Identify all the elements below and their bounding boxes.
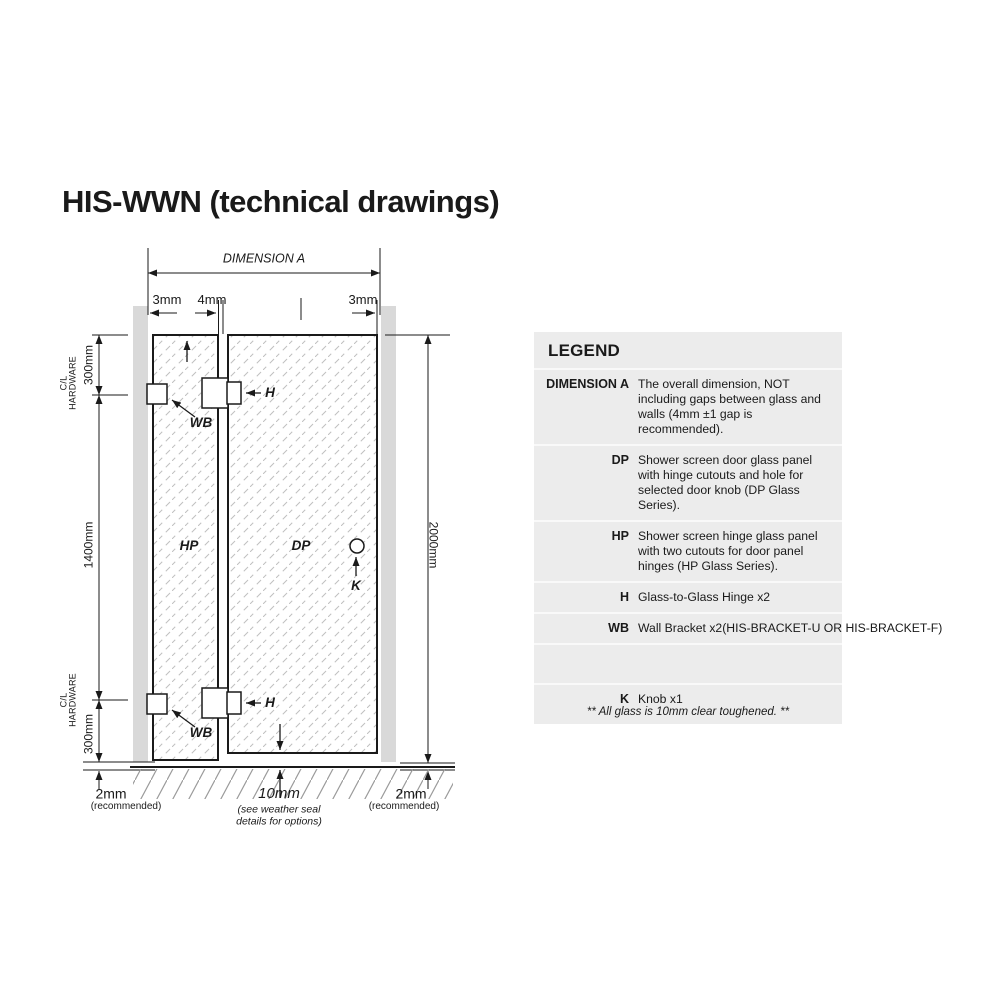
floor-gap-left-value: 2mm [95, 785, 127, 802]
legend-desc: Wall Bracket x2(HIS-BRACKET-U OR HIS-BRACKET-F) [638, 621, 943, 635]
knob [350, 539, 364, 553]
wall-bracket-bottom-label: WB [189, 724, 213, 740]
floor-gap-right-note: (recommended) [368, 800, 440, 812]
legend-desc: The overall dimension, NOT including gaps between glass and walls (4mm ±1 gap is recommended). [638, 377, 821, 436]
hinge-top-label: H [265, 384, 275, 400]
legend-row-dimension-a [534, 368, 842, 444]
gap-right-label: 3mm [348, 292, 378, 308]
legend-term: K [619, 692, 629, 706]
wall-bracket-top [147, 384, 167, 404]
wall-bracket-bottom [147, 694, 167, 714]
dp-panel-label: DP [291, 537, 311, 553]
dim-300-bottom-label: 300mm [81, 713, 96, 755]
legend-term: DIMENSION A [546, 377, 629, 391]
legend-row-dp [534, 444, 842, 520]
drawing-linework [55, 240, 475, 840]
glass-footnote: ** All glass is 10mm clear toughened. ** [586, 706, 790, 718]
dim-1400-label: 1400mm [81, 521, 96, 569]
hinge-bottom-right [227, 692, 241, 714]
dimension-a-label: DIMENSION A [222, 251, 306, 266]
legend-panel [534, 332, 943, 724]
legend-row-wb [534, 612, 943, 643]
hinge-top-left [202, 378, 228, 408]
floor-gap-right-value: 2mm [395, 785, 427, 802]
wall-bracket-top-label: WB [189, 414, 213, 430]
dim-300-top-label: 300mm [81, 344, 96, 386]
legend-term: H [619, 590, 629, 604]
cl-hardware-bottom-label: C/L HARDWARE [58, 673, 78, 727]
hp-panel-label: HP [179, 537, 199, 553]
page-title: HIS-WWN (technical drawings) [62, 184, 500, 219]
floor-gap-mid-note-1: (see weather seal [237, 803, 321, 816]
gap-left-label: 3mm [152, 292, 182, 308]
hinge-bottom-left [202, 688, 228, 718]
floor-gap-mid-note-2: details for options) [236, 815, 322, 828]
legend-desc: Shower screen door glass panel with hinge cutouts and hole for selected door knob (DP Glass Series). [638, 453, 813, 512]
hinge-top-right [227, 382, 241, 404]
legend-term [534, 652, 638, 676]
shower-screen-drawing [55, 240, 475, 840]
legend-row-h [534, 581, 842, 612]
legend-row-empty [534, 643, 842, 683]
legend-title: LEGEND [548, 341, 621, 360]
gap-mid-label: 4mm [197, 292, 227, 308]
legend-row-hp [534, 520, 842, 581]
hinge-bottom-label: H [265, 694, 275, 710]
legend-term: WB [608, 621, 629, 635]
legend-term: HP [611, 529, 629, 543]
legend-desc: Shower screen hinge glass panel with two cutouts for door panel hinges (HP Glass Series). [638, 529, 818, 573]
floor-gap-left-note: (recommended) [90, 800, 162, 812]
legend-desc: Knob x1 [638, 692, 683, 706]
legend-desc [638, 652, 842, 676]
floor-gap-mid-value: 10mm [258, 785, 300, 803]
cl-hardware-top-label: C/L HARDWARE [58, 356, 78, 410]
dim-2000-label: 2000mm [426, 521, 441, 569]
legend-term: DP [611, 453, 629, 467]
legend-desc: Glass-to-Glass Hinge x2 [638, 590, 771, 604]
knob-label: K [351, 577, 361, 593]
